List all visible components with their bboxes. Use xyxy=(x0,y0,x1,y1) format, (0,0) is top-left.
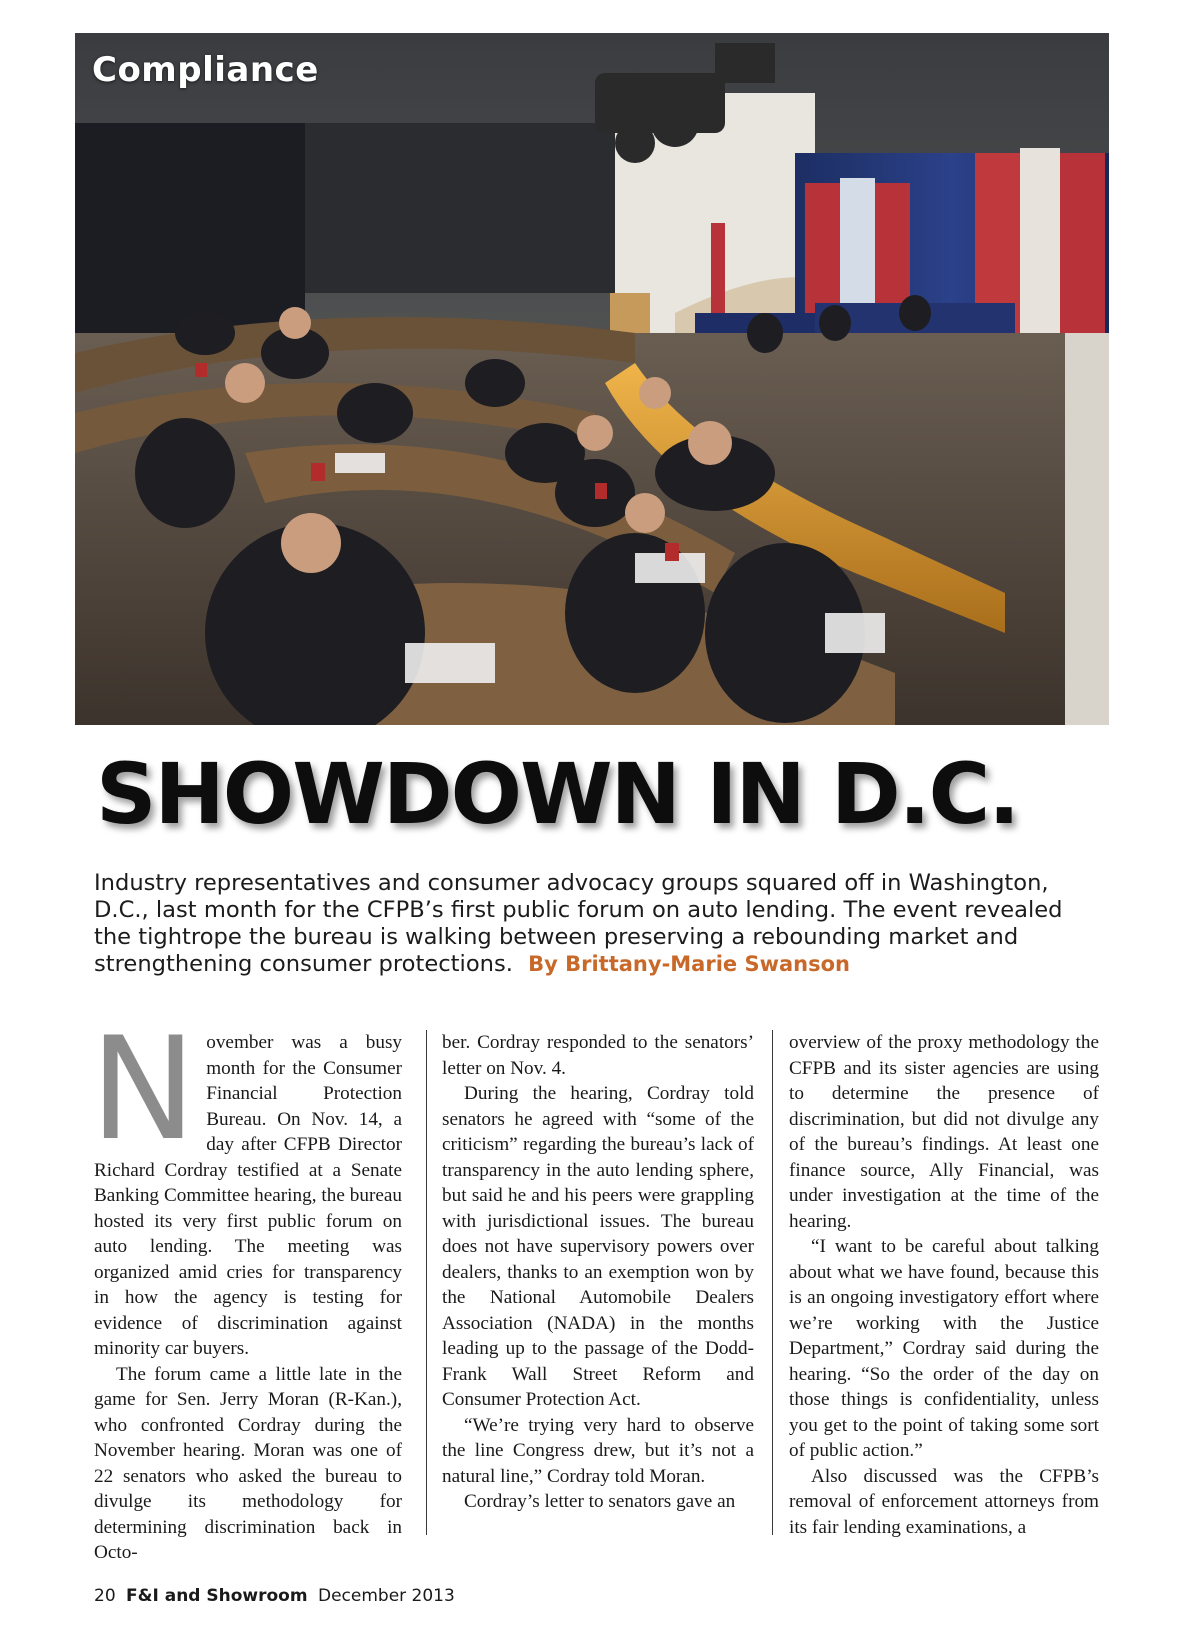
issue-date: December 2013 xyxy=(317,1586,455,1606)
body-paragraph: Also discussed was the CFPB’s removal of enforcement attorneys from its fair lending examinations, a xyxy=(789,1465,1099,1538)
hero-photo xyxy=(75,33,1109,725)
headline: SHOWDOWN IN D.C. xyxy=(96,745,1019,843)
body-paragraph: The forum came a little late in the game for Sen. Jerry Moran (R-Kan.), who confronted Cordray during the November hearing. Moran was one of 22 senators who asked the bureau to divulge its methodology for determining discrimination back in Octo- xyxy=(94,1363,402,1563)
column-rule xyxy=(772,1030,773,1535)
page-number: 20 xyxy=(94,1586,116,1606)
section-label: Compliance xyxy=(92,50,319,90)
deck xyxy=(94,870,1104,978)
body-column-2 xyxy=(442,1030,754,1515)
body-paragraph: “I want to be careful about talking about what we have found, because this is an ongoing investigatory effort where we’re working with the Justice Department,” Cordray said during the hearing. “So the order of the day on those things is confidentiality, unless you get to the point of taking some sort of public action.” xyxy=(789,1236,1099,1461)
hearing-room-photo xyxy=(75,33,1109,725)
body-column-3 xyxy=(789,1030,1099,1540)
folio xyxy=(94,1586,455,1606)
byline: By Brittany-Marie Swanson xyxy=(528,952,850,976)
body-paragraph: ber. Cordray responded to the senators’ letter on Nov. 4. xyxy=(442,1032,754,1079)
body-paragraph: overview of the proxy methodology the CFPB and its sister agencies are using to determine the presence of discrimination, but did not divulge any of the bureau’s findings. At least one finance source, Ally Financial, was under investigation at the time of the hearing. xyxy=(789,1032,1099,1232)
body-paragraph: ovember was a busy month for the Consumer Financial Protection Bureau. On Nov. 14, a day after CFPB Director Richard Cordray testified at a Senate Banking Committee hearing, the bureau hosted its very first public forum on auto lending. The meeting was organized amid cries for transparency in how the agency is testing for evidence of discrimination against minority car buyers. xyxy=(94,1032,402,1359)
body-paragraph: During the hearing, Cordray told senators he agreed with “some of the criticism” regarding the bureau’s lack of transparency in the auto lending sphere, but said he and his peers were grappling with jurisdictional issues. The bureau does not have supervisory powers over dealers, thanks to an exemption won by the National Automobile Dealers Association (NADA) in the months leading up to the passage of the Dodd-Frank Wall Street Reform and Consumer Protection Act. xyxy=(442,1083,754,1410)
magazine-name: F&I and Showroom xyxy=(126,1586,308,1606)
body-paragraph: “We’re trying very hard to observe the line Congress drew, but it’s not a natural line,” Cordray told Moran. xyxy=(442,1414,754,1487)
drop-cap: N xyxy=(90,1007,197,1172)
body-column-1 xyxy=(90,1007,402,1566)
column-rule xyxy=(426,1030,427,1535)
body-paragraph: Cordray’s letter to senators gave an xyxy=(464,1491,736,1512)
deck-text: Industry representatives and consumer advocacy groups squared off in Washington, D.C., last month for the CFPB’s first public forum on auto lending. The event revealed the tightrope the bureau is walking between preserving a rebounding market and strengthening consumer protections. xyxy=(94,870,1063,977)
